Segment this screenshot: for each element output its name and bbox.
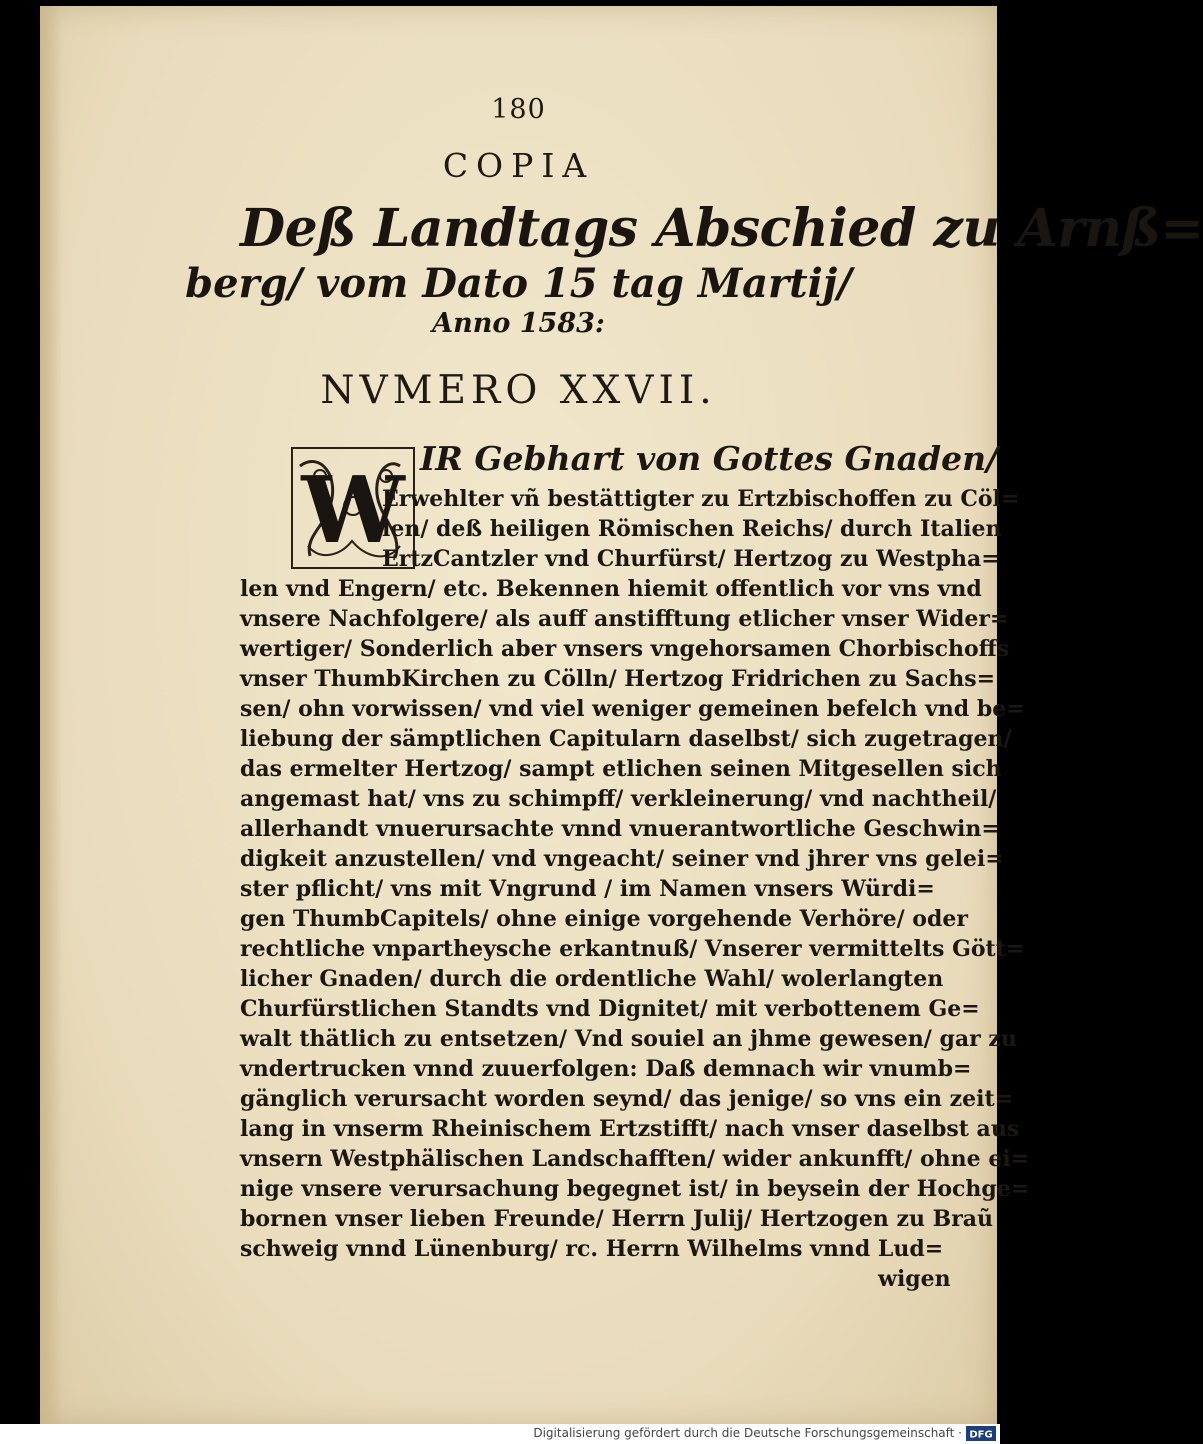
body-line: gen ThumbCapitels/ ohne einige vorgehende Verhöre/ oder <box>240 906 968 932</box>
body-line: wertiger/ Sonderlich aber vnsers vngehorsamen Chorbischoffs <box>240 636 1010 662</box>
body-line: vnsern Westphälischen Landschafften/ wider ankunfft/ ohne ei= <box>240 1146 1030 1172</box>
body-line: walt thätlich zu entsetzen/ Vnd souiel an jhme gewesen/ gar zu <box>240 1026 1017 1052</box>
body-line: len vnd Engern/ etc. Bekennen hiemit offentlich vor vns vnd <box>240 576 982 602</box>
document-heading: COPIA <box>442 146 595 185</box>
body-line: angemast hat/ vns zu schimpff/ verkleinerung/ vnd nachtheil/ <box>240 786 997 812</box>
body-line: gänglich verursacht worden seynd/ das jenige/ so vns ein zeit= <box>240 1086 1014 1112</box>
body-line: ster pflicht/ vns mit Vngrund / im Namen vnsers Würdi= <box>240 876 935 902</box>
body-line: schweig vnnd Lünenburg/ rc. Herrn Wilhelms vnnd Lud= <box>240 1236 944 1262</box>
page-spine-shadow <box>40 6 62 1426</box>
body-line: ErtzCantzler vnd Churfürst/ Hertzog zu Westpha= <box>382 546 1000 572</box>
body-line: lang in vnserm Rheinischem Ertzstifft/ nach vnser daselbst aus <box>240 1116 1020 1142</box>
body-line: IR Gebhart von Gottes Gnaden/ <box>420 439 999 478</box>
body-line: licher Gnaden/ durch die ordentliche Wahl/ wolerlangten <box>240 966 944 992</box>
book-page <box>40 6 1203 1426</box>
body-line: Churfürstlichen Standts vnd Dignitet/ mit verbottenem Ge= <box>240 996 980 1022</box>
body-line: vndertrucken vnnd zuuerfolgen: Daß demnach wir vnumb= <box>240 1056 972 1082</box>
body-line: das ermelter Hertzog/ sampt etlichen seinen Mitgesellen sich <box>240 756 1002 782</box>
body-line: digkeit anzustellen/ vnd vngeacht/ seiner vnd jhrer vns gelei= <box>240 846 1004 872</box>
initial-letter: W <box>301 456 405 564</box>
digitization-footer <box>0 1424 1000 1444</box>
body-line: sen/ ohn vorwissen/ vnd viel weniger gemeinen befelch vnd be= <box>240 696 1025 722</box>
document-number: NVMERO XXVII. <box>320 368 717 413</box>
body-line: Erwehlter vñ bestättigter zu Ertzbischoffen zu Cöl= <box>382 486 1020 512</box>
body-line: vnsere Nachfolgere/ als auff anstifftung etlicher vnser Wider= <box>240 606 1009 632</box>
title-line-3: Anno 1583: <box>432 308 605 339</box>
body-line: rechtliche vnpartheysche erkantnuß/ Vnserer vermittelts Gött= <box>240 936 1025 962</box>
funding-credit: Digitalisierung gefördert durch die Deutsche Forschungsgemeinschaft · <box>533 1426 962 1440</box>
title-line-2: berg/ vom Dato 15 tag Martij/ <box>185 260 852 307</box>
dfg-logo-icon <box>966 1426 996 1441</box>
dfg-logo-text: DFG <box>969 1429 993 1441</box>
body-line: liebung der sämptlichen Capitularn daselbst/ sich zugetragen/ <box>240 726 1012 752</box>
page-number: 180 <box>491 94 546 125</box>
body-line: vnser ThumbKirchen zu Cölln/ Hertzog Fridrichen zu Sachs= <box>240 666 996 692</box>
body-line: bornen vnser lieben Freunde/ Herrn Julij/ Hertzogen zu Braũ <box>240 1206 994 1232</box>
body-line: allerhandt vnuerursachte vnnd vnuerantwortliche Geschwin= <box>240 816 1000 842</box>
body-line: len/ deß heiligen Römischen Reichs/ durch Italien <box>382 516 1002 542</box>
body-line: nige vnsere verursachung begegnet ist/ in beysein der Hochge= <box>240 1176 1030 1202</box>
title-line-1: Deß Landtags Abschied zu Arnß= <box>240 198 1203 259</box>
catchword: wigen <box>878 1266 951 1292</box>
